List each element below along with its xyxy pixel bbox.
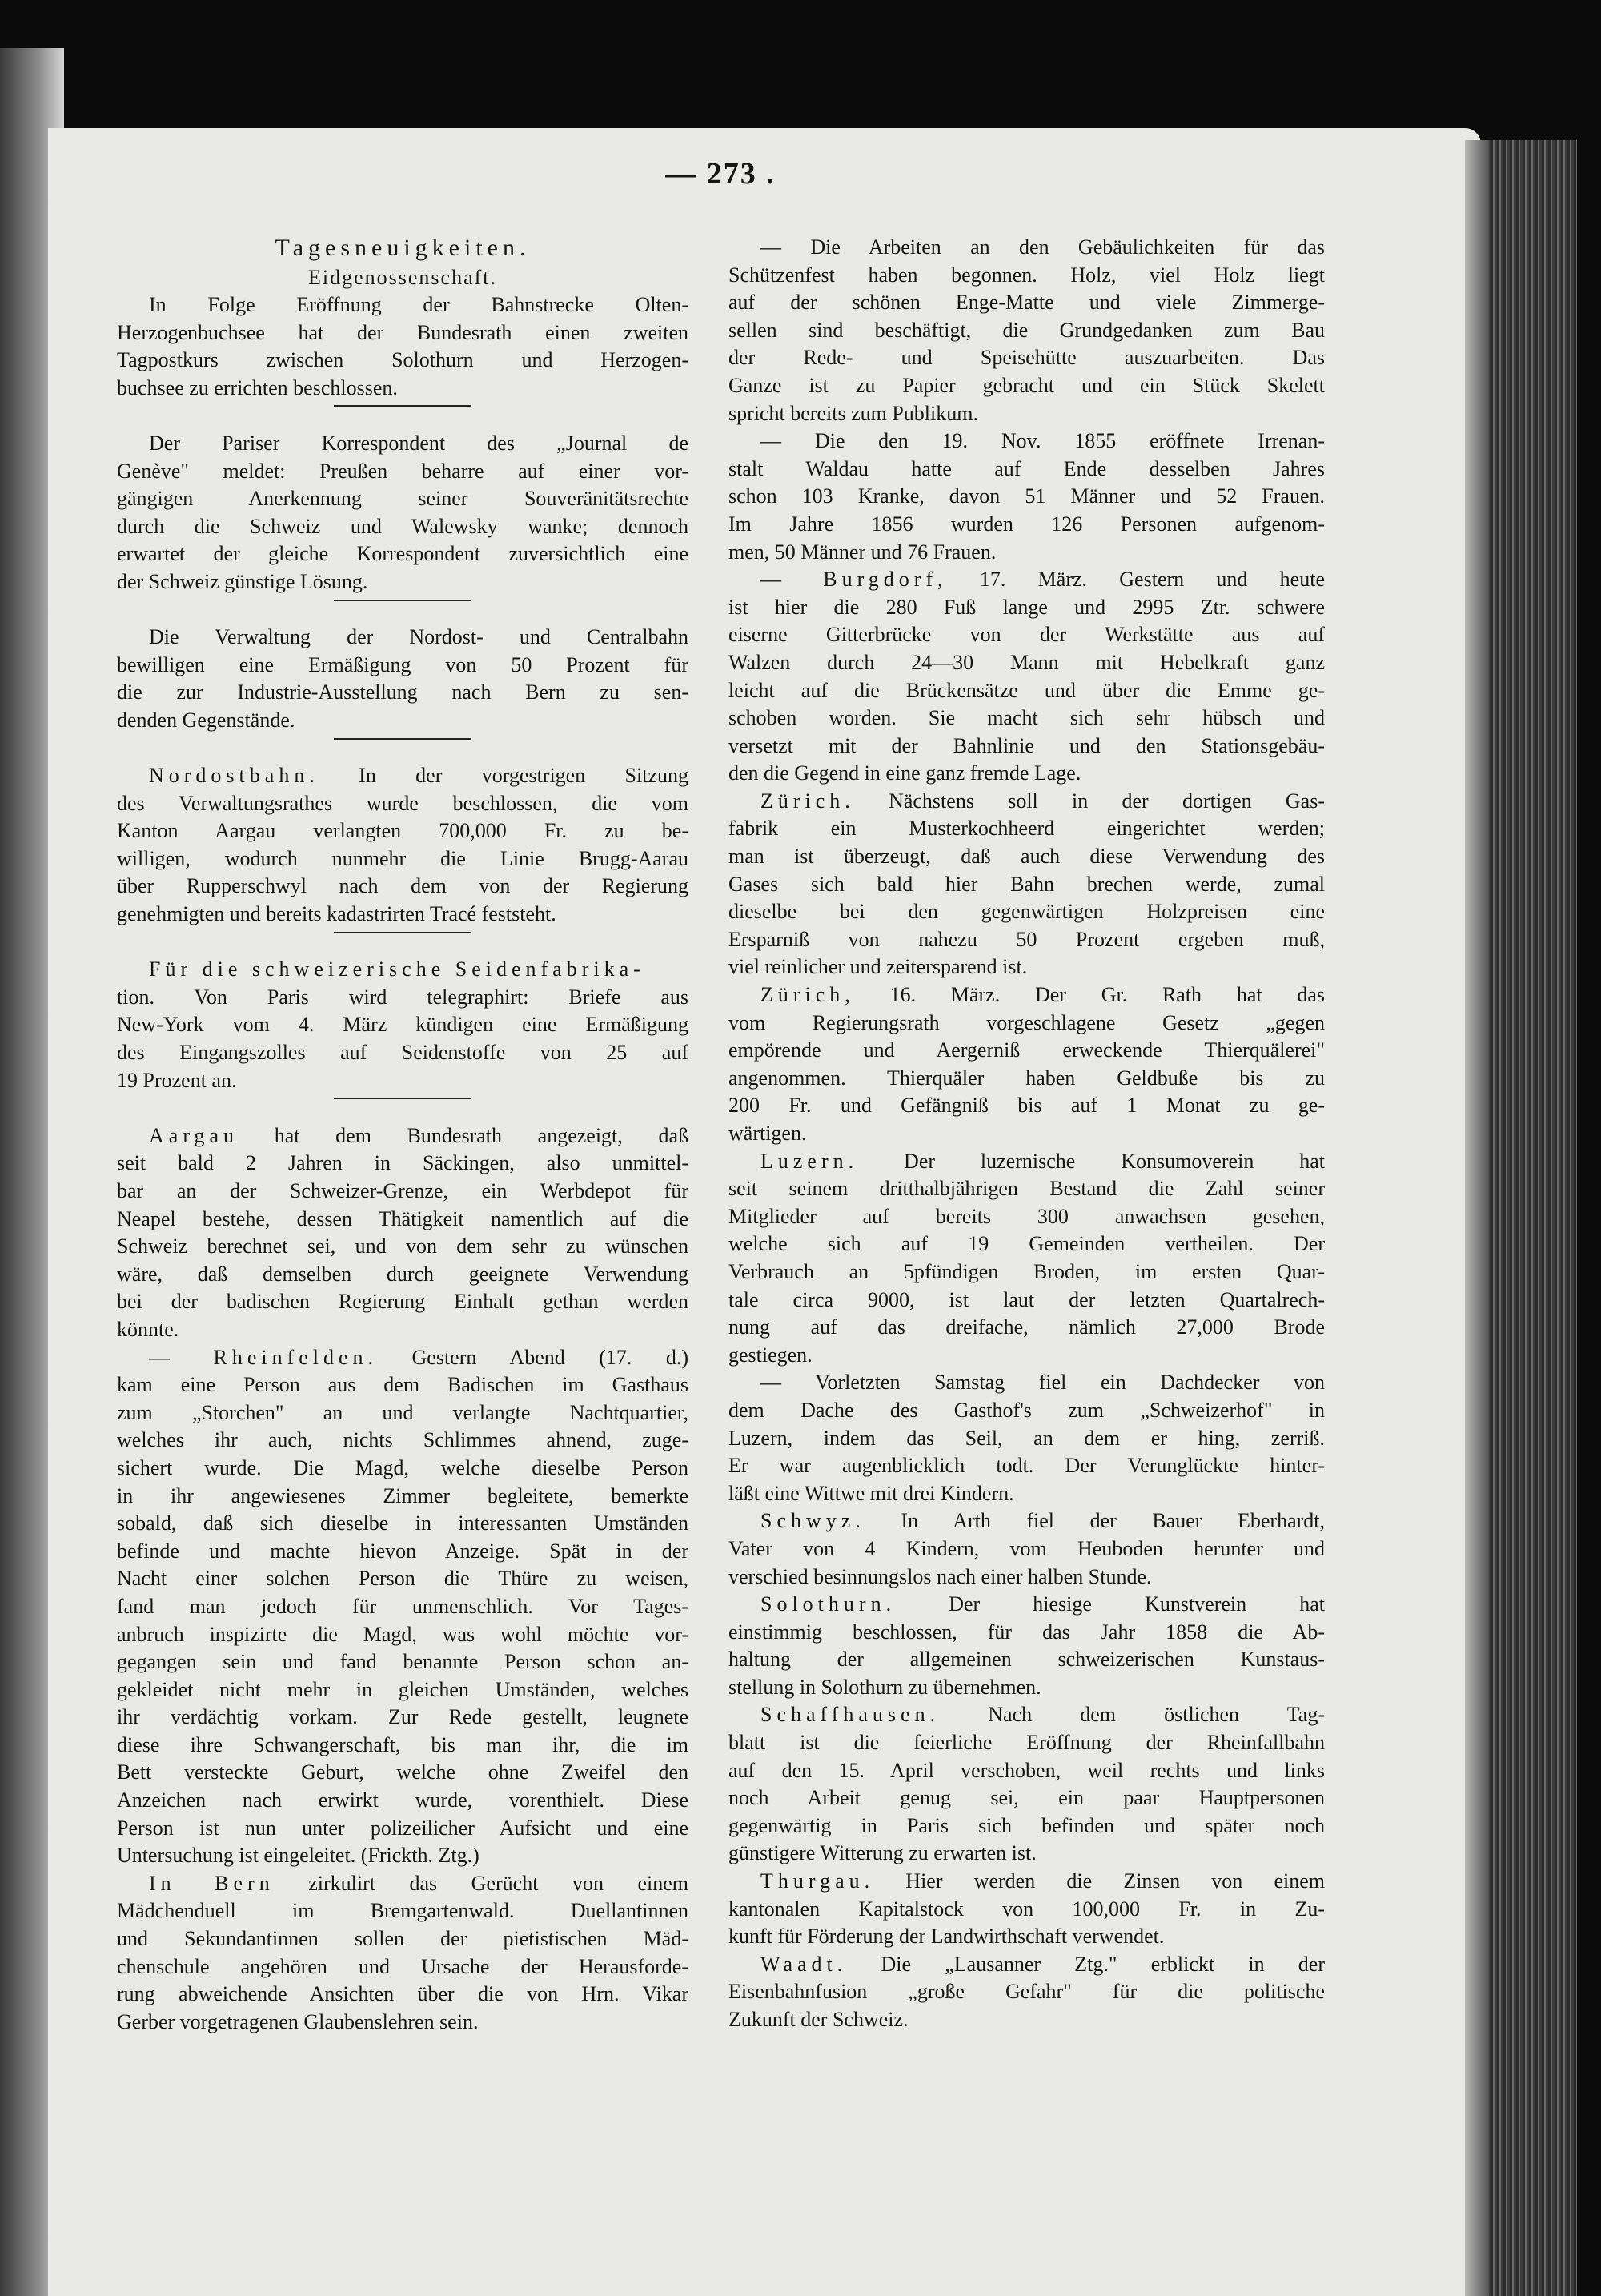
line-text: fabrik ein Musterkochheerd eingerichtet werden; bbox=[728, 817, 1325, 841]
line-text: man ist überzeugt, daß auch diese Verwendung des bbox=[728, 845, 1325, 869]
text-line bbox=[117, 1039, 688, 1067]
text-line bbox=[728, 427, 1325, 456]
text-line bbox=[728, 511, 1325, 539]
text-line bbox=[117, 375, 688, 403]
line-text: In der vorgestrigen Sitzung bbox=[319, 764, 688, 788]
text-line bbox=[117, 1815, 688, 1843]
text-line bbox=[728, 1591, 1325, 1619]
text-line bbox=[117, 707, 688, 735]
line-text: schoben worden. Sie macht sich sehr hübsch und bbox=[728, 706, 1325, 730]
line-text: welche sich auf 19 Gemeinden vertheilen. Der bbox=[728, 1232, 1325, 1256]
line-text: spricht bereits zum Publikum. bbox=[728, 401, 978, 425]
text-line bbox=[728, 843, 1325, 871]
article-lead: Schaffhausen. bbox=[760, 1703, 941, 1727]
article-paragraph bbox=[728, 981, 1325, 1148]
text-line bbox=[728, 815, 1325, 843]
article-paragraph bbox=[728, 1868, 1325, 1951]
text-line bbox=[728, 1784, 1325, 1812]
line-text: empörende und Aergerniß erweckende Thierquälerei" bbox=[728, 1038, 1325, 1062]
line-text: Im Jahre 1856 wurden 126 Personen aufgenom- bbox=[728, 512, 1325, 536]
line-text: Gestern Abend (17. d.) bbox=[378, 1345, 688, 1369]
text-line bbox=[728, 1230, 1325, 1258]
article-paragraph bbox=[117, 762, 688, 929]
text-line bbox=[728, 1868, 1325, 1896]
text-line bbox=[117, 984, 688, 1012]
line-text: Tagpostkurs zwischen Solothurn und Herzogen- bbox=[117, 348, 688, 372]
article-paragraph bbox=[117, 291, 688, 402]
line-text: verschied besinnungslos nach einer halben Stunde. bbox=[728, 1564, 1152, 1588]
line-text: hat dem Bundesrath angezeigt, daß bbox=[239, 1123, 688, 1147]
line-text: erwartet der gleiche Korrespondent zuversichtlich eine bbox=[117, 542, 688, 566]
text-line bbox=[117, 1427, 688, 1455]
line-text: kunft für Förderung der Landwirthschaft verwendet. bbox=[728, 1925, 1165, 1949]
line-text: Untersuchung ist eingeleitet. (Frickth. Ztg.) bbox=[117, 1844, 479, 1868]
line-text: Die „Lausanner Ztg." erblickt in der bbox=[847, 1952, 1325, 1976]
line-text: auf den 15. April verschoben, weil rechts und links bbox=[728, 1758, 1325, 1782]
line-text: bewilligen eine Ermäßigung von 50 Prozent für bbox=[117, 652, 688, 676]
right-column bbox=[728, 234, 1325, 2034]
line-text: tion. Von Paris wird telegraphirt: Briefe aus bbox=[117, 985, 688, 1009]
text-line bbox=[728, 594, 1325, 622]
text-line bbox=[728, 1369, 1325, 1397]
line-text: 17. März. Gestern und heute bbox=[947, 568, 1325, 592]
text-line bbox=[117, 1510, 688, 1538]
text-line bbox=[728, 1674, 1325, 1702]
text-line bbox=[117, 1648, 688, 1676]
line-text: Mädchenduell im Bremgartenwald. Duellantinnen bbox=[117, 1899, 688, 1923]
line-text: Schweiz berechnet sei, und von dem sehr zu wünschen bbox=[117, 1234, 688, 1258]
text-line bbox=[728, 1342, 1325, 1370]
text-line bbox=[728, 400, 1325, 428]
text-line bbox=[728, 1258, 1325, 1286]
article-paragraph bbox=[728, 788, 1325, 981]
line-text: Mitglieder auf bereits 300 anwachsen gesehen, bbox=[728, 1204, 1325, 1228]
text-line bbox=[728, 898, 1325, 926]
line-text: Der luzernische Konsumoverein hat bbox=[858, 1149, 1325, 1173]
line-text: vom Regierungsrath vorgeschlagene Gesetz „gegen bbox=[728, 1010, 1325, 1034]
line-text: Der hiesige Kunstverein hat bbox=[896, 1592, 1325, 1616]
line-text: günstigere Witterung zu erwarten ist. bbox=[728, 1841, 1037, 1865]
text-line bbox=[728, 1425, 1325, 1453]
text-line bbox=[728, 1037, 1325, 1065]
text-line bbox=[728, 621, 1325, 649]
text-line bbox=[117, 1842, 688, 1870]
text-line bbox=[117, 1870, 688, 1898]
text-line bbox=[728, 1896, 1325, 1924]
line-text: auf der schönen Enge-Matte und viele Zimmerge- bbox=[728, 291, 1325, 315]
line-text: — Vorletzten Samstag fiel ein Dachdecker von bbox=[760, 1371, 1325, 1395]
article-lead: — Burgdorf, bbox=[760, 568, 948, 592]
text-line bbox=[117, 1565, 688, 1593]
line-text: stellung in Solothurn zu übernehmen. bbox=[728, 1675, 1041, 1699]
line-text: gegenwärtig in Paris sich befinden und später noch bbox=[728, 1813, 1325, 1837]
section-divider bbox=[117, 596, 688, 624]
text-line bbox=[117, 1981, 688, 2009]
text-line bbox=[728, 871, 1325, 899]
text-line bbox=[728, 1092, 1325, 1120]
line-text: noch Arbeit genug sei, ein paar Hauptpersonen bbox=[728, 1786, 1325, 1810]
text-line bbox=[117, 1122, 688, 1150]
line-text: Schützenfest haben begonnen. Holz, viel Holz liegt bbox=[728, 263, 1325, 287]
text-line bbox=[117, 845, 688, 873]
text-line bbox=[117, 513, 688, 541]
text-line bbox=[728, 1951, 1325, 1979]
article-paragraph bbox=[728, 234, 1325, 427]
line-text: zum „Storchen" an und verlangte Nachtquartier, bbox=[117, 1400, 688, 1424]
article-paragraph bbox=[728, 1507, 1325, 1591]
text-line bbox=[728, 733, 1325, 761]
text-line bbox=[117, 1288, 688, 1316]
text-line bbox=[728, 1535, 1325, 1563]
line-text: der Rede- und Speisehütte auszuarbeiten. Das bbox=[728, 346, 1325, 370]
line-text: in ihr angewiesenes Zimmer begleitete, bemerkte bbox=[117, 1483, 688, 1507]
line-text: Nacht einer solchen Person die Thüre zu weisen, bbox=[117, 1567, 688, 1591]
text-line bbox=[728, 1203, 1325, 1231]
text-line bbox=[728, 456, 1325, 484]
text-line bbox=[117, 1621, 688, 1649]
text-line bbox=[117, 458, 688, 486]
text-line bbox=[117, 1011, 688, 1039]
line-text: einstimmig beschlossen, für das Jahr 1858 die Ab- bbox=[728, 1620, 1325, 1644]
line-text: befinde und machte hievon Anzeige. Spät in der bbox=[117, 1539, 688, 1563]
line-text: buchsee zu errichten beschlossen. bbox=[117, 375, 398, 399]
text-line bbox=[117, 291, 688, 319]
article-lead: Schwyz. bbox=[760, 1509, 865, 1533]
section-subheading: Eidgenossenschaft. bbox=[307, 266, 497, 289]
text-line bbox=[117, 319, 688, 347]
article-paragraph bbox=[728, 566, 1325, 788]
text-line bbox=[728, 566, 1325, 594]
line-text: angenommen. Thierquäler haben Geldbuße bis zu bbox=[728, 1066, 1325, 1090]
article-paragraph bbox=[117, 1870, 688, 2037]
text-line bbox=[117, 624, 688, 652]
text-line bbox=[117, 1759, 688, 1787]
line-text: den die Gegend in eine ganz fremde Lage. bbox=[728, 761, 1081, 785]
line-text: leicht auf die Brückensätze und über die Emme ge- bbox=[728, 678, 1325, 702]
line-text: nung auf das dreifache, nämlich 27,000 Brode bbox=[728, 1315, 1325, 1339]
text-line bbox=[728, 1923, 1325, 1951]
line-text: willigen, wodurch nunmehr die Linie Brugg-Aarau bbox=[117, 846, 688, 870]
line-text: könnte. bbox=[117, 1317, 179, 1341]
line-text: sellen sind beschäftigt, die Grundgedanken zum Bau bbox=[728, 318, 1325, 342]
text-line bbox=[117, 873, 688, 901]
line-text: Ersparniß von nahezu 50 Prozent ergeben muß, bbox=[728, 927, 1325, 951]
text-line bbox=[728, 649, 1325, 677]
line-text: Zukunft der Schweiz. bbox=[728, 2008, 909, 2031]
text-line bbox=[117, 485, 688, 513]
line-text: zirkulirt das Gerücht von einem bbox=[274, 1871, 688, 1895]
line-text: — Die Arbeiten an den Gebäulichkeiten für das bbox=[760, 235, 1325, 259]
text-line bbox=[728, 788, 1325, 816]
line-text: schon 103 Kranke, davon 51 Männer und 52 Frauen. bbox=[728, 484, 1325, 508]
text-line bbox=[728, 1978, 1325, 2006]
page-stack-edge bbox=[1465, 140, 1577, 2296]
text-line bbox=[117, 817, 688, 845]
text-line bbox=[117, 1704, 688, 1732]
line-text: und Sekundantinnen sollen der pietistischen Mäd- bbox=[117, 1927, 688, 1951]
text-line bbox=[728, 1563, 1325, 1592]
text-line bbox=[728, 1729, 1325, 1757]
line-text: über Rupperschwyl nach dem von der Regierung bbox=[117, 874, 688, 898]
article-paragraph bbox=[117, 430, 688, 596]
article-lead: In Bern bbox=[149, 1871, 275, 1895]
text-line bbox=[117, 901, 688, 929]
line-text: men, 50 Männer und 76 Frauen. bbox=[728, 540, 997, 564]
line-text: Die Verwaltung der Nordost- und Centralbahn bbox=[149, 625, 688, 649]
article-paragraph bbox=[117, 624, 688, 734]
line-text: gängigen Anerkennung seiner Souveränitätsrechte bbox=[117, 487, 688, 511]
article-paragraph bbox=[728, 1369, 1325, 1507]
article-lead: Nordostbahn. bbox=[149, 764, 319, 788]
text-line bbox=[117, 1067, 688, 1095]
text-line bbox=[728, 262, 1325, 290]
text-line bbox=[728, 2006, 1325, 2034]
article-lead: Luzern. bbox=[760, 1149, 859, 1173]
line-text: fand man jedoch für unmenschlich. Vor Tages- bbox=[117, 1594, 688, 1618]
line-text: Anzeichen nach erwirkt wurde, vorenthielt. Diese bbox=[117, 1788, 688, 1812]
text-line bbox=[117, 652, 688, 680]
text-line bbox=[728, 760, 1325, 788]
text-line bbox=[728, 1065, 1325, 1093]
line-text: Bett versteckte Geburt, welche ohne Zweifel den bbox=[117, 1760, 688, 1784]
line-text: eiserne Gitterbrücke von der Werkstätte aus auf bbox=[728, 623, 1325, 647]
section-divider bbox=[117, 735, 688, 763]
section-divider bbox=[117, 402, 688, 430]
text-line bbox=[117, 1178, 688, 1206]
line-text: gegangen sein und fand benannte Person schon an- bbox=[117, 1650, 688, 1674]
text-line bbox=[728, 344, 1325, 372]
line-text: des Verwaltungsrathes wurde beschlossen, die vom bbox=[117, 791, 688, 815]
page-number: — 273 . bbox=[665, 157, 776, 191]
text-line bbox=[728, 372, 1325, 400]
line-text: welches ihr auch, nichts Schlimmes ahnend, zuge- bbox=[117, 1428, 688, 1452]
text-line bbox=[117, 1261, 688, 1289]
article-lead: Thurgau. bbox=[760, 1869, 875, 1893]
line-text: Nächstens soll in der dortigen Gas- bbox=[854, 789, 1325, 813]
line-text: Ganze ist zu Papier gebracht und ein Stück Skelett bbox=[728, 373, 1325, 397]
line-text: 200 Fr. und Gefängniß bis auf 1 Monat zu ge- bbox=[728, 1094, 1325, 1118]
line-text: kam eine Person aus dem Badischen im Gasthaus bbox=[117, 1373, 688, 1397]
line-text: bei der badischen Regierung Einhalt gethan werden bbox=[117, 1290, 688, 1314]
article-lead: Für die schweizerische Seidenfabrika- bbox=[149, 957, 645, 981]
line-text: Neapel bestehe, dessen Thätigkeit namentlich auf die bbox=[117, 1206, 688, 1230]
line-text: versetzt mit der Bahnlinie und den Stationsgebäu- bbox=[728, 733, 1325, 757]
article-paragraph bbox=[728, 1701, 1325, 1868]
article-lead: Zürich, bbox=[760, 983, 855, 1007]
text-line bbox=[728, 1452, 1325, 1480]
article-paragraph bbox=[117, 956, 688, 1094]
text-line bbox=[728, 1010, 1325, 1038]
text-line bbox=[117, 1316, 688, 1344]
section-divider bbox=[117, 929, 688, 957]
line-text: durch die Schweiz und Walewsky wanke; dennoch bbox=[117, 514, 688, 538]
text-line bbox=[117, 2009, 688, 2037]
text-line bbox=[728, 1812, 1325, 1840]
text-line bbox=[117, 568, 688, 596]
text-line bbox=[117, 1483, 688, 1511]
text-line bbox=[117, 1233, 688, 1261]
left-articles bbox=[117, 291, 688, 2036]
line-text: sichert wurde. Die Magd, welche dieselbe Person bbox=[117, 1455, 688, 1479]
text-line bbox=[728, 1314, 1325, 1342]
text-line bbox=[117, 1925, 688, 1953]
article-lead: — Rheinfelden. bbox=[149, 1345, 379, 1369]
line-text: gekleidet nicht mehr in gleichen Umständen, welches bbox=[117, 1677, 688, 1701]
line-text: 16. März. Der Gr. Rath hat das bbox=[854, 983, 1325, 1007]
line-text: Hier werden die Zinsen von einem bbox=[874, 1869, 1325, 1893]
line-text: Eisenbahnfusion „große Gefahr" für die politische bbox=[728, 1980, 1325, 2004]
line-text: diese ihre Schwangerschaft, bis man ihr, die im bbox=[117, 1732, 688, 1756]
line-text: Gases sich bald hier Bahn brechen werde, zumal bbox=[728, 872, 1325, 896]
text-line bbox=[117, 1897, 688, 1925]
text-line bbox=[117, 1787, 688, 1815]
line-text: — Die den 19. Nov. 1855 eröffnete Irrenan- bbox=[760, 429, 1325, 453]
text-line bbox=[728, 289, 1325, 317]
line-text: In Arth fiel der Bauer Eberhardt, bbox=[865, 1509, 1325, 1533]
text-line bbox=[728, 1619, 1325, 1647]
text-line bbox=[728, 1840, 1325, 1868]
text-line bbox=[117, 1732, 688, 1760]
text-line bbox=[117, 762, 688, 790]
line-text: läßt eine Wittwe mit drei Kindern. bbox=[728, 1481, 1014, 1505]
text-line bbox=[728, 483, 1325, 511]
text-line bbox=[728, 1646, 1325, 1674]
line-text: viel reinlicher und zeitersparend ist. bbox=[728, 955, 1028, 979]
line-text: Kanton Aargau verlangten 700,000 Fr. zu be- bbox=[117, 819, 688, 843]
text-line bbox=[728, 1480, 1325, 1508]
right-articles bbox=[728, 234, 1325, 2034]
line-text: Nach dem östlichen Tag- bbox=[940, 1703, 1325, 1727]
line-text: genehmigten und bereits kadastrirten Tracé feststeht. bbox=[117, 902, 556, 926]
text-line bbox=[117, 1371, 688, 1399]
line-text: dem Dache des Gasthof's zum „Schweizerhof" in bbox=[728, 1398, 1325, 1422]
text-line bbox=[117, 1206, 688, 1234]
text-line bbox=[117, 430, 688, 458]
text-line bbox=[728, 1286, 1325, 1315]
section-divider bbox=[117, 1094, 688, 1122]
text-line bbox=[117, 790, 688, 818]
line-text: In Folge Eröffnung der Bahnstrecke Olten- bbox=[149, 293, 688, 316]
line-text: des Eingangszolles auf Seidenstoffe von 25 auf bbox=[117, 1041, 688, 1065]
line-text: denden Gegenstände. bbox=[117, 708, 295, 732]
text-line bbox=[117, 540, 688, 568]
article-paragraph bbox=[117, 1122, 688, 1344]
text-line bbox=[728, 953, 1325, 981]
section-heading: Tagesneuigkeiten. bbox=[275, 235, 531, 261]
line-text: der Schweiz günstige Lösung. bbox=[117, 569, 368, 593]
text-line bbox=[117, 1150, 688, 1178]
line-text: wärtigen. bbox=[728, 1122, 807, 1145]
line-text: seit bald 2 Jahren in Säckingen, also unmittel- bbox=[117, 1151, 688, 1175]
text-line bbox=[728, 1175, 1325, 1203]
text-line bbox=[728, 1757, 1325, 1785]
line-text: Gerber vorgetragenen Glaubenslehren sein. bbox=[117, 2009, 479, 2033]
text-line bbox=[117, 1344, 688, 1372]
text-line bbox=[117, 1676, 688, 1704]
line-text: dieselbe bei den gegenwärtigen Holzpreisen eine bbox=[728, 900, 1325, 924]
text-line bbox=[728, 1148, 1325, 1176]
text-line bbox=[728, 926, 1325, 954]
article-paragraph bbox=[728, 1591, 1325, 1701]
text-line bbox=[117, 1455, 688, 1483]
text-line bbox=[117, 1538, 688, 1566]
text-line bbox=[117, 679, 688, 707]
line-text: wäre, daß demselben durch geeignete Verwendung bbox=[117, 1262, 688, 1286]
text-line bbox=[728, 981, 1325, 1010]
text-line bbox=[728, 234, 1325, 262]
text-line bbox=[728, 1397, 1325, 1425]
line-text: bar an der Schweizer-Grenze, ein Werbdepot für bbox=[117, 1179, 688, 1202]
text-line bbox=[117, 1399, 688, 1427]
line-text: Luzern, indem das Seil, an dem er hing, zerriß. bbox=[728, 1426, 1325, 1450]
article-paragraph bbox=[728, 1148, 1325, 1370]
line-text: sobald, daß sich dieselbe in interessanten Umständen bbox=[117, 1511, 688, 1535]
line-text: tale circa 9000, ist laut der letzten Quartalrech- bbox=[728, 1287, 1325, 1311]
line-text: chenschule angehören und Ursache der Herausforde- bbox=[117, 1954, 688, 1978]
article-paragraph bbox=[728, 427, 1325, 566]
text-line bbox=[728, 677, 1325, 705]
line-text: Verbrauch an 5pfündigen Broden, im ersten Quar- bbox=[728, 1259, 1325, 1283]
line-text: Vater von 4 Kindern, vom Heuboden herunter und bbox=[728, 1536, 1325, 1560]
text-line bbox=[117, 1953, 688, 1981]
line-text: anbruch inspizirte die Magd, was wohl möchte vor- bbox=[117, 1622, 688, 1646]
text-line bbox=[728, 539, 1325, 567]
text-line bbox=[728, 1507, 1325, 1535]
line-text: Person ist nun unter polizeilicher Aufsicht und eine bbox=[117, 1816, 688, 1840]
article-lead: Solothurn. bbox=[760, 1592, 897, 1616]
text-line bbox=[728, 317, 1325, 345]
article-lead: Waadt. bbox=[760, 1952, 848, 1976]
article-paragraph bbox=[728, 1951, 1325, 2034]
line-text: 19 Prozent an. bbox=[117, 1068, 237, 1092]
line-text: Walzen durch 24—30 Mann mit Hebelkraft ganz bbox=[728, 650, 1325, 674]
line-text: kantonalen Kapitalstock von 100,000 Fr. in Zu- bbox=[728, 1897, 1325, 1921]
line-text: ihr verdächtig vorkam. Zur Rede gestellt, leugnete bbox=[117, 1705, 688, 1729]
line-text: Genève" meldet: Preußen beharre auf einer vor- bbox=[117, 459, 688, 483]
line-text: Der Pariser Korrespondent des „Journal de bbox=[149, 431, 688, 455]
text-line bbox=[728, 704, 1325, 733]
line-text: haltung der allgemeinen schweizerischen Kunstaus- bbox=[728, 1648, 1325, 1672]
text-line bbox=[117, 956, 688, 984]
article-lead: Zürich. bbox=[760, 789, 855, 813]
line-text: rung abweichende Ansichten über die von Hrn. Vikar bbox=[117, 1982, 688, 2006]
line-text: gestiegen. bbox=[728, 1343, 813, 1367]
line-text: Er war augenblicklich todt. Der Verunglückte hinter- bbox=[728, 1454, 1325, 1478]
text-line bbox=[117, 1593, 688, 1621]
left-column bbox=[117, 232, 688, 2036]
article-lead: Aargau bbox=[149, 1123, 239, 1147]
line-text: seit seinem dritthalbjährigen Bestand die Zahl seiner bbox=[728, 1177, 1325, 1201]
article-paragraph bbox=[117, 1344, 688, 1870]
text-line bbox=[728, 1701, 1325, 1729]
line-text: die zur Industrie-Ausstellung nach Bern zu sen- bbox=[117, 680, 688, 704]
text-line bbox=[117, 347, 688, 375]
line-text: blatt ist die feierliche Eröffnung der Rheinfallbahn bbox=[728, 1731, 1325, 1755]
line-text: New-York vom 4. März kündigen eine Ermäßigung bbox=[117, 1013, 688, 1037]
line-text: ist hier die 280 Fuß lange und 2995 Ztr. schwere bbox=[728, 595, 1325, 619]
text-line bbox=[728, 1120, 1325, 1148]
line-text: stalt Waldau hatte auf Ende desselben Jahres bbox=[728, 456, 1325, 480]
line-text: Herzogenbuchsee hat der Bundesrath einen zweiten bbox=[117, 320, 688, 344]
